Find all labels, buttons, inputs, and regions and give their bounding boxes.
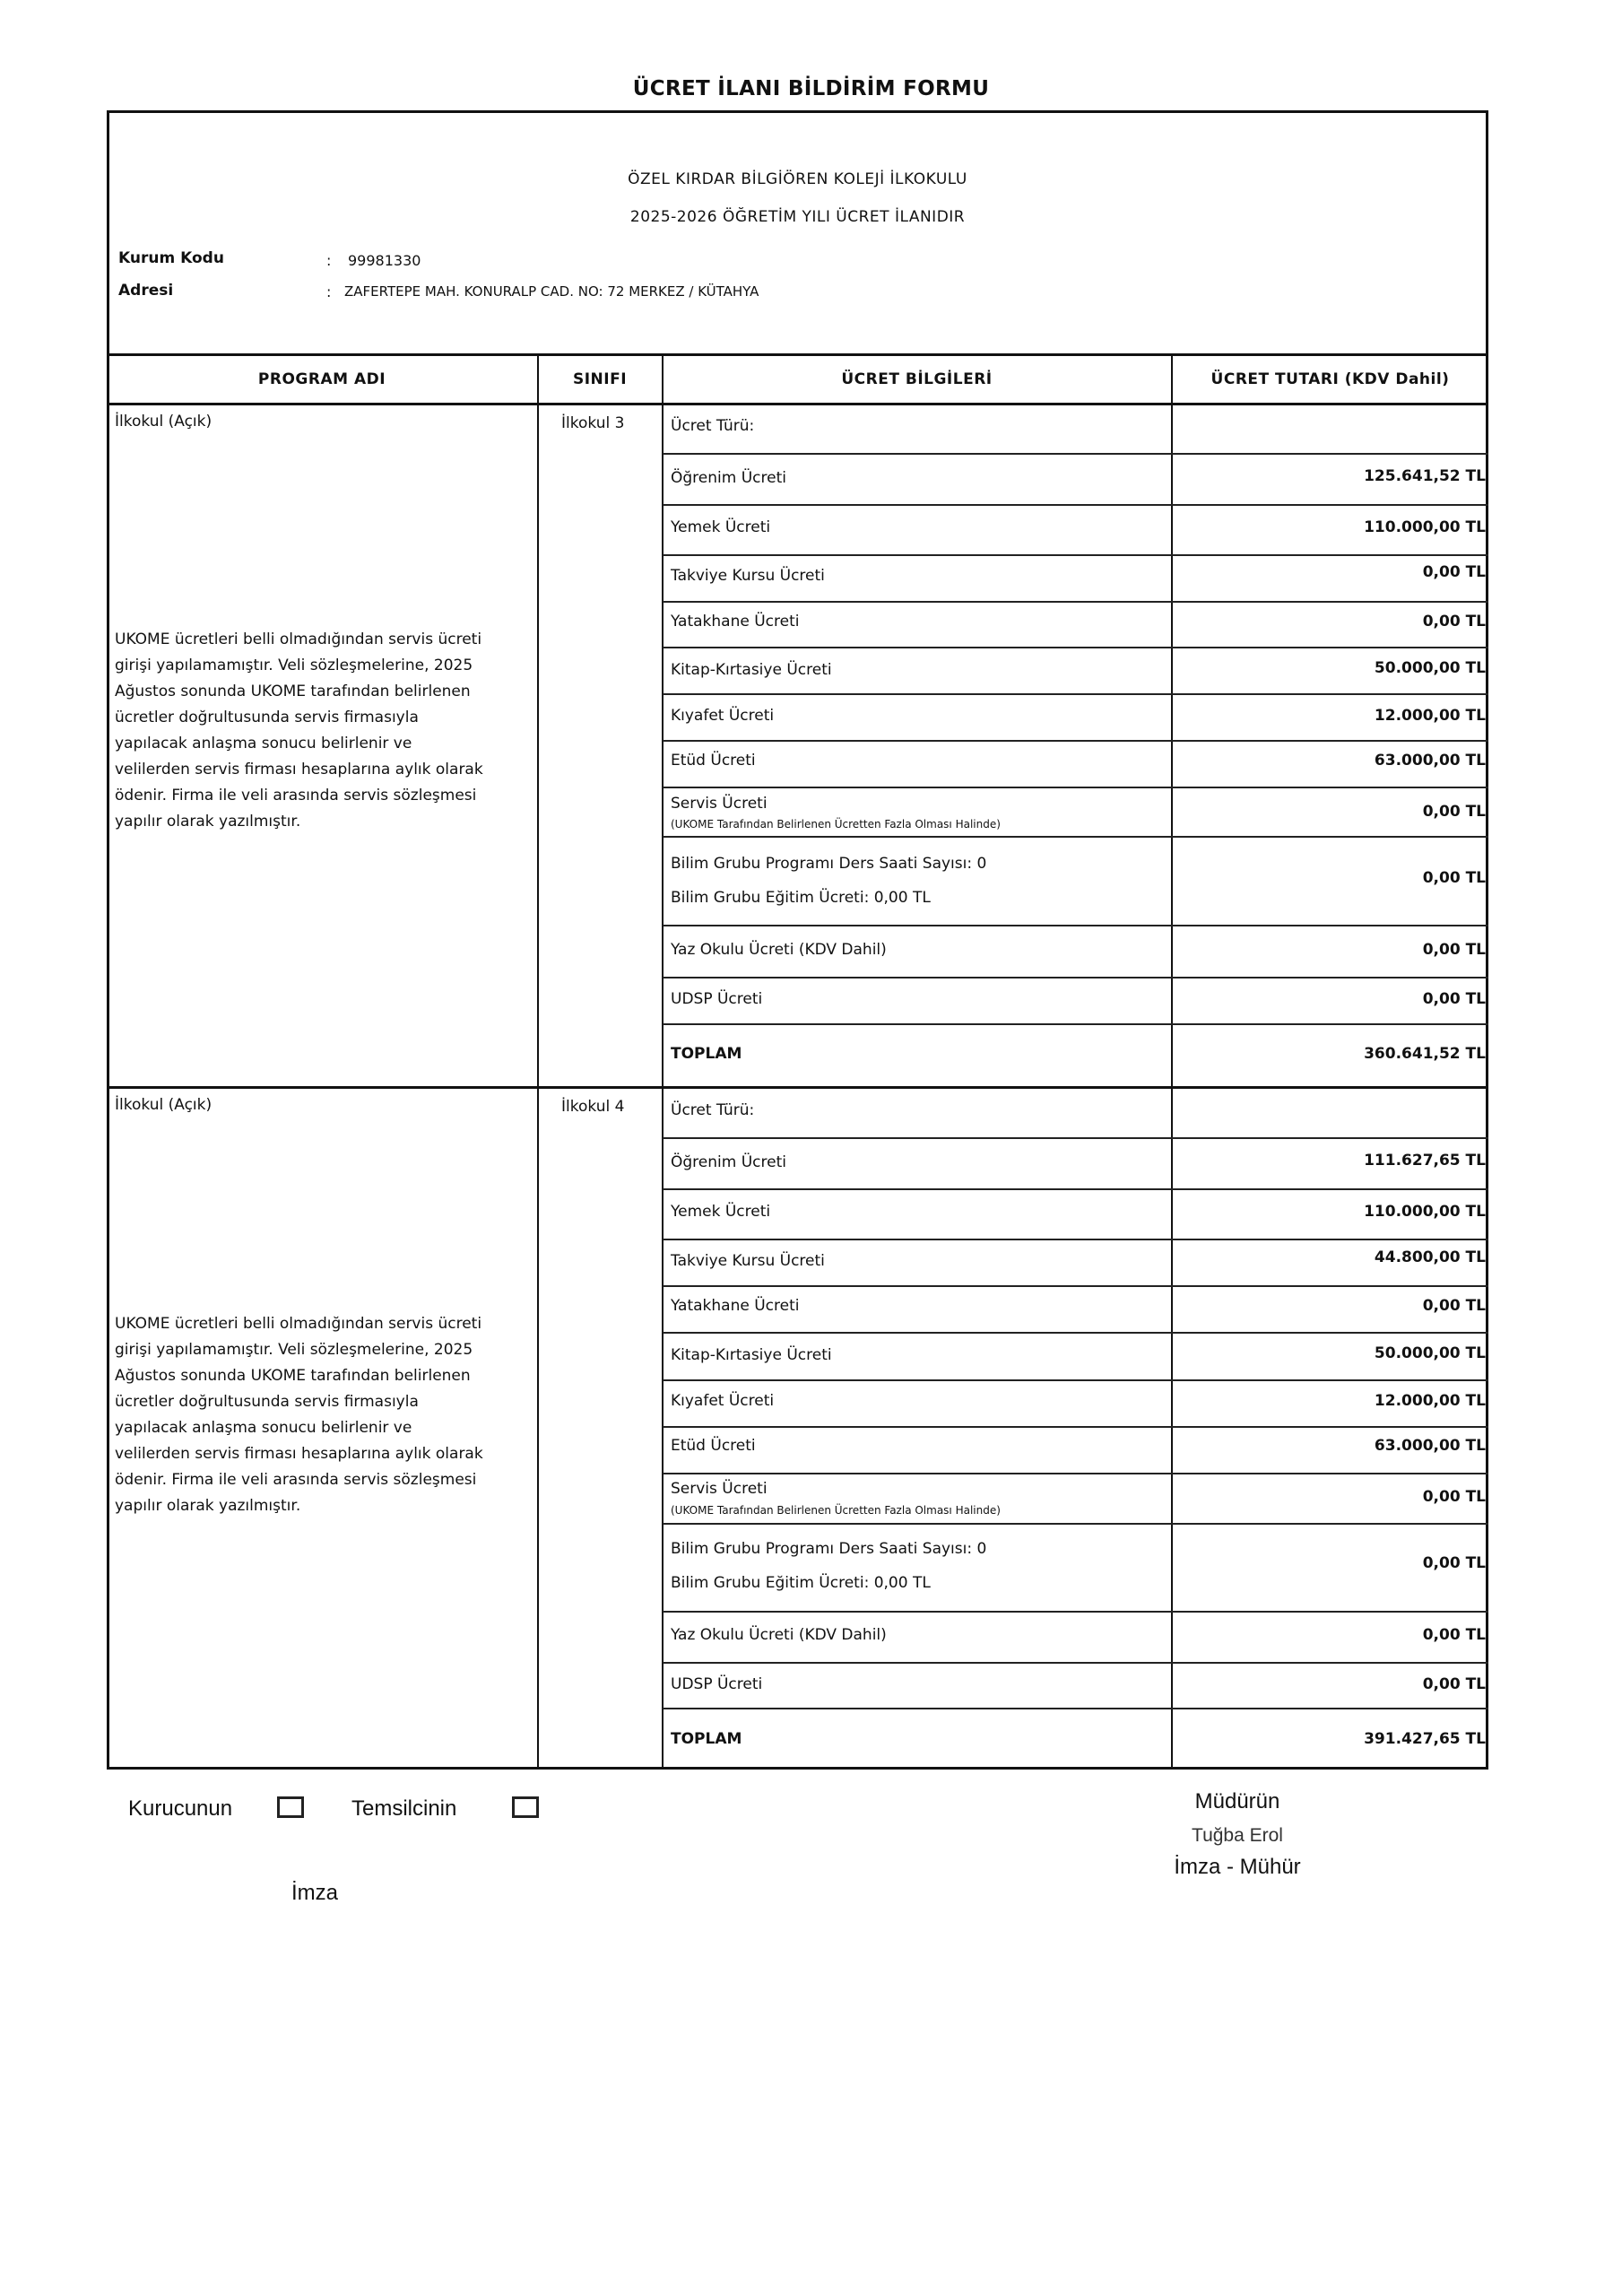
header-sinifi: SINIFI [572,370,628,388]
fee-label-toplam: TOPLAM [671,1045,742,1063]
fee-label-yemek: Yemek Ücreti [671,518,771,536]
block-separator [107,1086,1488,1089]
row-line [663,554,1488,556]
row-line [663,504,1488,506]
fee-label-yatakhane: Yatakhane Ücreti [671,1297,800,1315]
imza-label: İmza [291,1881,339,1905]
row-line [663,647,1488,648]
fee-amount-yaz-okulu: 0,00 TL [1422,1626,1486,1644]
fee-amount-yemek: 110.000,00 TL [1364,1203,1486,1221]
fee-label-bilim-grubu-saat: Bilim Grubu Programı Ders Saati Sayısı: 0 [671,855,987,873]
row-line [663,453,1488,455]
fee-label-etud: Etüd Ücreti [671,752,756,770]
kurum-kodu-colon: : [326,252,332,269]
col-divider-1 [537,354,539,1770]
class-name: İlkokul 3 [561,414,625,432]
adres-colon: : [326,283,332,300]
fee-amount-toplam: 360.641,52 TL [1364,1045,1486,1063]
fee-label-takviye: Takviye Kursu Ücreti [671,1252,825,1270]
fee-amount-toplam: 391.427,65 TL [1364,1730,1486,1748]
row-line [663,1188,1488,1190]
fee-label-kiyafet: Kıyafet Ücreti [671,1392,775,1410]
fee-label-kitap: Kitap-Kırtasiye Ücreti [671,1346,832,1364]
fee-label-ucret-turu: Ücret Türü: [671,417,755,435]
fee-amount-servis: 0,00 TL [1422,1488,1486,1506]
mudur-name: Tuğba Erol [1192,1825,1283,1846]
fee-label-toplam: TOPLAM [671,1730,742,1748]
row-line [663,1662,1488,1664]
row-line [663,1285,1488,1287]
fee-amount-kiyafet: 12.000,00 TL [1374,707,1486,725]
header-program-adi: PROGRAM ADI [257,370,386,388]
fee-amount-udsp: 0,00 TL [1422,1675,1486,1693]
row-line [663,693,1488,695]
kurum-kodu-label: Kurum Kodu [118,249,224,267]
col-divider-2 [662,354,664,1770]
row-line [663,1473,1488,1474]
fee-amount-bilim-grubu: 0,00 TL [1422,1554,1486,1572]
fee-amount-ogrenim: 111.627,65 TL [1364,1152,1486,1170]
fee-amount-etud: 63.000,00 TL [1374,752,1486,770]
row-line [663,1611,1488,1613]
row-line [663,1332,1488,1334]
fee-amount-yaz-okulu: 0,00 TL [1422,941,1486,959]
fee-label-servis: Servis Ücreti [671,1480,768,1498]
header-bottom-line [107,403,1488,405]
fee-amount-yemek: 110.000,00 TL [1364,518,1486,536]
fee-label-takviye: Takviye Kursu Ücreti [671,567,825,585]
fee-label-bilim-grubu-ucret: Bilim Grubu Eğitim Ücreti: 0,00 TL [671,889,931,907]
row-line [663,1137,1488,1139]
fee-amount-ogrenim: 125.641,52 TL [1364,467,1486,485]
row-line [663,1523,1488,1525]
fee-label-yaz-okulu: Yaz Okulu Ücreti (KDV Dahil) [671,941,887,959]
row-line [663,601,1488,603]
row-line [663,1023,1488,1025]
fee-label-yemek: Yemek Ücreti [671,1203,771,1221]
fee-amount-kitap: 50.000,00 TL [1374,1344,1486,1362]
fee-amount-bilim-grubu: 0,00 TL [1422,869,1486,887]
program-name: İlkokul (Açık) [115,413,213,430]
row-line [663,1426,1488,1428]
fee-label-kiyafet: Kıyafet Ücreti [671,707,775,725]
form-title: ÜCRET İLANI BİLDİRİM FORMU [632,77,990,100]
header-ucret-tutari: ÜCRET TUTARI (KDV Dahil) [1210,370,1450,388]
temsilcinin-label: Temsilcinin [351,1796,457,1821]
row-line [663,925,1488,926]
fee-label-etud: Etüd Ücreti [671,1437,756,1455]
fee-amount-udsp: 0,00 TL [1422,990,1486,1008]
header-ucret-bilgileri: ÜCRET BİLGİLERİ [841,370,993,388]
mudurun-label: Müdürün [1194,1789,1280,1813]
fee-amount-kitap: 50.000,00 TL [1374,659,1486,677]
col-divider-3 [1171,354,1173,1770]
fee-amount-yatakhane: 0,00 TL [1422,1297,1486,1315]
row-line [663,787,1488,788]
fee-label-udsp: UDSP Ücreti [671,990,763,1008]
adres-label: Adresi [118,282,174,300]
kurum-kodu-value: 99981330 [348,252,421,269]
fee-amount-takviye: 0,00 TL [1422,563,1486,581]
fee-amount-etud: 63.000,00 TL [1374,1437,1486,1455]
row-line [663,1239,1488,1240]
fee-label-bilim-grubu-saat: Bilim Grubu Programı Ders Saati Sayısı: 0 [671,1540,987,1558]
kurucunun-label: Kurucunun [128,1796,233,1821]
program-name: İlkokul (Açık) [115,1096,213,1114]
fee-amount-kiyafet: 12.000,00 TL [1374,1392,1486,1410]
fee-amount-yatakhane: 0,00 TL [1422,613,1486,631]
service-note: UKOME ücretleri belli olmadığından servis ücreti girişi yapılamamıştır. Veli sözleşmelerine, 2025 Ağustos sonunda UKOME tarafından belirlenen ücretler doğrultusunda servis firmasıyla yapılacak anlaşma sonucu belirlenir ve velilerden servis firması hesaplarına aylık olarak ödenir. Firma ile veli arasında servis sözleşmesi yapılır olarak yazılmıştır. [115,1315,483,1515]
fee-label-servis: Servis Ücreti [671,795,768,813]
service-note: UKOME ücretleri belli olmadığından servis ücreti girişi yapılamamıştır. Veli sözleşmelerine, 2025 Ağustos sonunda UKOME tarafından belirlenen ücretler doğrultusunda servis firmasıyla yapılacak anlaşma sonucu belirlenir ve velilerden servis firması hesaplarına aylık olarak ödenir. Firma ile veli arasında servis sözleşmesi yapılır olarak yazılmıştır. [115,631,483,831]
fee-amount-servis: 0,00 TL [1422,803,1486,821]
fee-label-ogrenim: Öğrenim Ücreti [671,1153,786,1171]
row-line [663,1708,1488,1709]
fee-label-kitap: Kitap-Kırtasiye Ücreti [671,661,832,679]
row-line [663,740,1488,742]
fee-label-yatakhane: Yatakhane Ücreti [671,613,800,631]
school-name: ÖZEL KIRDAR BİLGİÖREN KOLEJİ İLKOKULU [628,170,967,188]
adres-value: ZAFERTEPE MAH. KONURALP CAD. NO: 72 MERKEZ / KÜTAHYA [344,283,759,300]
fee-amount-takviye: 44.800,00 TL [1374,1248,1486,1266]
imza-muhur-label: İmza - Mühür [1174,1855,1301,1879]
class-name: İlkokul 4 [561,1098,625,1116]
fee-label-ogrenim: Öğrenim Ücreti [671,469,786,487]
fee-label-bilim-grubu-ucret: Bilim Grubu Eğitim Ücreti: 0,00 TL [671,1574,931,1592]
fee-label-yaz-okulu: Yaz Okulu Ücreti (KDV Dahil) [671,1626,887,1644]
school-year-line: 2025-2026 ÖĞRETİM YILI ÜCRET İLANIDIR [629,208,966,226]
row-line [663,1379,1488,1381]
fee-sublabel-servis: (UKOME Tarafından Belirlenen Ücretten Fazla Olması Halinde) [671,1504,1001,1517]
temsilcinin-checkbox[interactable] [512,1796,539,1818]
fee-sublabel-servis: (UKOME Tarafından Belirlenen Ücretten Fazla Olması Halinde) [671,818,1001,831]
fee-label-udsp: UDSP Ücreti [671,1675,763,1693]
fee-label-ucret-turu: Ücret Türü: [671,1101,755,1119]
row-line [663,836,1488,838]
row-line [663,977,1488,978]
kurucunun-checkbox[interactable] [277,1796,304,1818]
